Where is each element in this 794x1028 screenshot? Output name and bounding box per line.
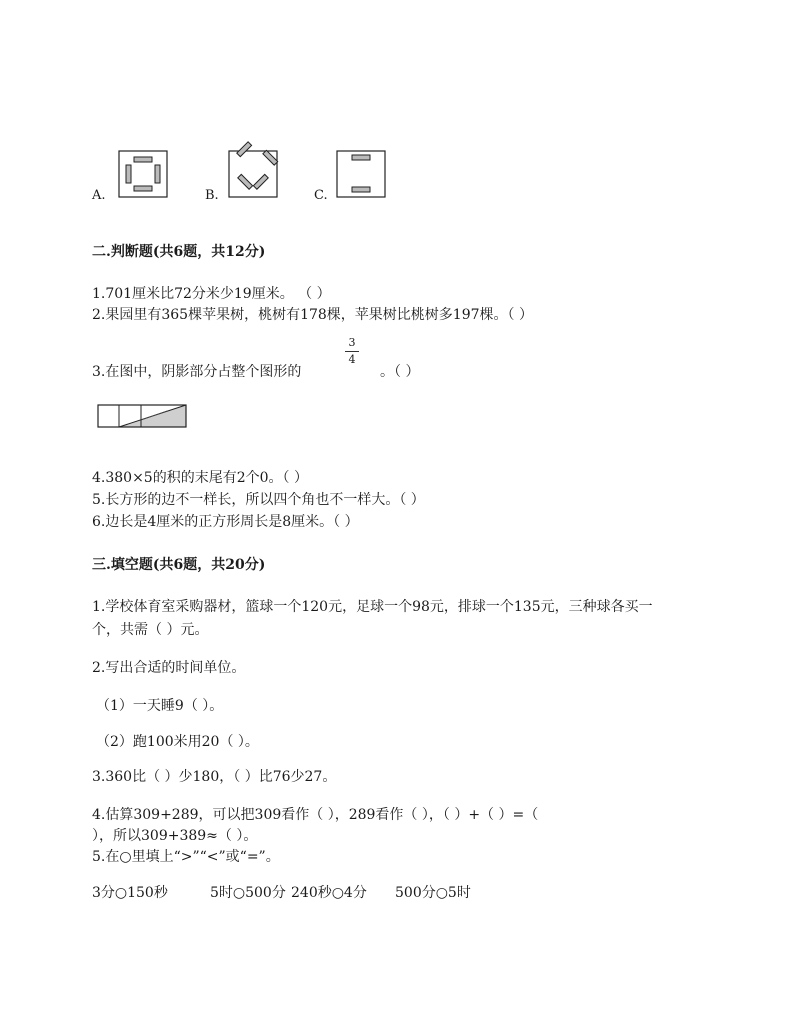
option-a-figure [118,150,168,198]
compare-item-4: 500分○5时 [395,885,471,901]
fraction-bar [345,351,359,352]
judge-q5: 5.长方形的边不一样长，所以四个角也不一样大。（ ） [92,492,425,508]
judge-q2: 2.果园里有365棵苹果树，桃树有178棵，苹果树比桃树多197棵。（ ） [92,307,533,323]
fill-q2-a: （1）一天睡9（ ）。 [96,698,224,714]
fill-q2: 2.写出合适的时间单位。 [92,660,246,676]
fill-q3: 3.360比（ ）少180，（ ）比76少27。 [92,769,337,785]
fill-q2-b: （2）跑100米用20（ ）。 [96,734,259,750]
judge-q6: 6.边长是4厘米的正方形周长是8厘米。（ ） [92,514,359,530]
fraction-denominator: 4 [348,353,356,366]
judge-q1: 1.701厘米比72分米少19厘米。 （ ） [92,286,331,302]
compare-item-2: 5时○500分 [210,885,286,901]
option-b-figure [228,150,278,198]
fraction [345,336,359,367]
compare-item-1: 3分○150秒 [92,885,168,901]
fill-q4-line2: ），所以309+389≈（ ）。 [92,828,258,844]
judge-q3-text: 3.在图中，阴影部分占整个图形的 [92,364,302,380]
section2-heading: 二.判断题(共6题，共12分) [92,244,266,260]
option-a-label: A. [92,188,106,203]
judge-q3-tail: 。（ ） [380,364,420,380]
shaded-rectangle-figure [97,404,187,428]
section3-heading: 三.填空题(共6题，共20分) [92,557,266,573]
fraction-numerator: 3 [348,336,356,349]
judge-q4: 4.380×5的积的末尾有2个0。（ ） [92,470,308,486]
compare-item-3: 240秒○4分 [291,885,367,901]
fill-q1-line2: 个，共需（ ）元。 [92,622,209,638]
option-b-label: B. [205,188,219,203]
fill-q5: 5.在○里填上“>”“<”或“=”。 [92,849,280,865]
fill-q1-line1: 1.学校体育室采购器材，篮球一个120元，足球一个98元，排球一个135元，三种球各买一 [92,599,653,615]
option-c-figure [336,150,386,198]
fill-q4-line1: 4.估算309+289，可以把309看作（ ），289看作（ ），（ ）+（ ）=（ [92,807,539,823]
option-c-label: C. [314,188,328,203]
